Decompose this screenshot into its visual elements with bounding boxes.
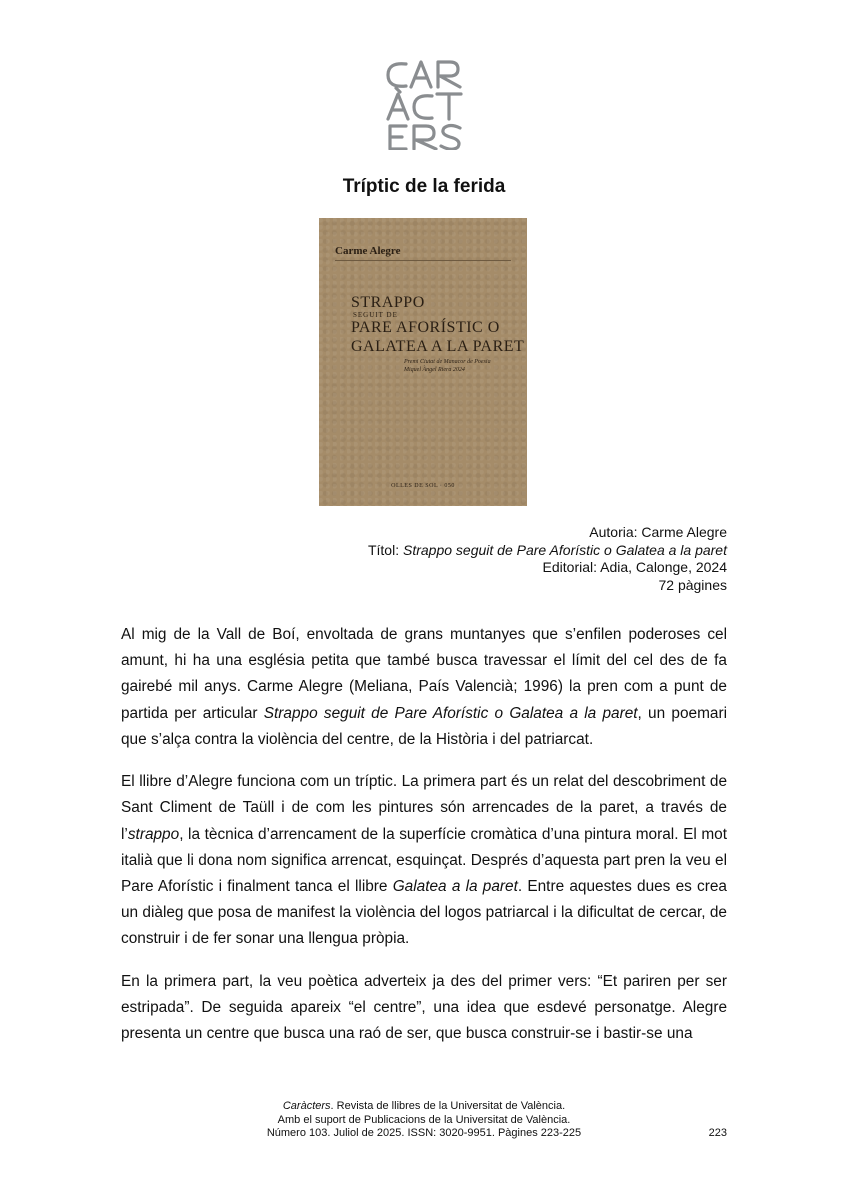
meta-publisher bbox=[368, 559, 727, 577]
page-number: 223 bbox=[708, 1127, 727, 1139]
meta-label: Títol: bbox=[367, 541, 400, 558]
footer-line: Amb el suport de Publicacions de la Universitat de València. bbox=[277, 1113, 571, 1126]
footer-line: Caràcters. Revista de llibres de la Universitat de València. bbox=[282, 1100, 566, 1112]
article-body bbox=[121, 622, 727, 1064]
paragraph: Al mig de la Vall de Boí, envoltada de grans muntanyes que s’enfilen poderoses cel amunt, hi ha una església petita que també busca travessar el límit del cel des de fa gairebé mil anys. Carme Alegre (Meliana, País Valencià; 1996) la pren com a punt de partida per articular Strappo seguit de Pare Aforístic o Galatea a la paret, un poemari que s’alça contra la violència del centre, de la Història i del patriarcat. bbox=[121, 626, 728, 748]
cover-publisher: OLLES DE SOL · 050 bbox=[391, 483, 455, 489]
journal-logo bbox=[384, 58, 466, 150]
logo-graphic bbox=[384, 58, 466, 150]
cover-title-line: GALATEA A LA PARET bbox=[351, 338, 525, 355]
meta-value: Adia, Calonge, 2024 bbox=[600, 559, 727, 575]
cover-prize-line: Miquel Àngel Riera 2024 bbox=[404, 367, 465, 373]
book-cover-image bbox=[319, 218, 527, 506]
meta-label: Editorial: bbox=[542, 559, 597, 575]
book-metadata bbox=[368, 524, 727, 594]
paragraph: El llibre d’Alegre funciona com un tríptic. La primera part és un relat del descobriment de Sant Climent de Taüll i de com les pintures són arrencades de la paret, a través de l’strappo, la tècnica d’arrencament de la superfície cromàtica d’una pintura moral. El mot italià que li dona nom significa arrencat, esquinçat. Després d’aquesta part pren la veu el Pare Aforístic i finalment tanca el llibre Galatea a la paret. Entre aquestes dues es crea un diàleg que posa de manifest la violència del logos patriarcal i la dificultat de cercar, de construir i de fer sonar una llengua pròpia. bbox=[121, 773, 727, 948]
cover-title-line: STRAPPO bbox=[351, 294, 425, 311]
cover-author: Carme Alegre bbox=[335, 245, 401, 257]
meta-author bbox=[368, 524, 727, 542]
journal-name: Caràcters bbox=[282, 1100, 331, 1112]
paragraph: En la primera part, la veu poètica adverteix ja des del primer vers: “Et pariren per ser estripada”. De seguida apareix “el centre”, una idea que esdevé personatge. Alegre presenta un centre que busca una raó de ser, que busca construir-se i bastir-se una bbox=[121, 972, 727, 1043]
cover-prize-line: Premi Ciutat de Manacor de Poesia bbox=[404, 359, 491, 365]
footer-line: Número 103. Juliol de 2025. ISSN: 3020-9951. Pàgines 223-225 bbox=[266, 1127, 582, 1139]
cover-rule bbox=[335, 260, 511, 261]
meta-title bbox=[368, 542, 727, 560]
meta-label: Autoria: bbox=[589, 524, 638, 540]
article-title: Tríptic de la ferida bbox=[342, 176, 506, 197]
cover-title-line: SEGUIT DE bbox=[353, 311, 398, 319]
meta-pages: 72 pàgines bbox=[658, 576, 727, 593]
meta-value: Strappo seguit de Pare Aforístic o Galatea a la paret bbox=[402, 541, 727, 558]
meta-value: Carme Alegre bbox=[641, 524, 727, 540]
cover-title-line: PARE AFORÍSTIC O bbox=[351, 319, 500, 336]
